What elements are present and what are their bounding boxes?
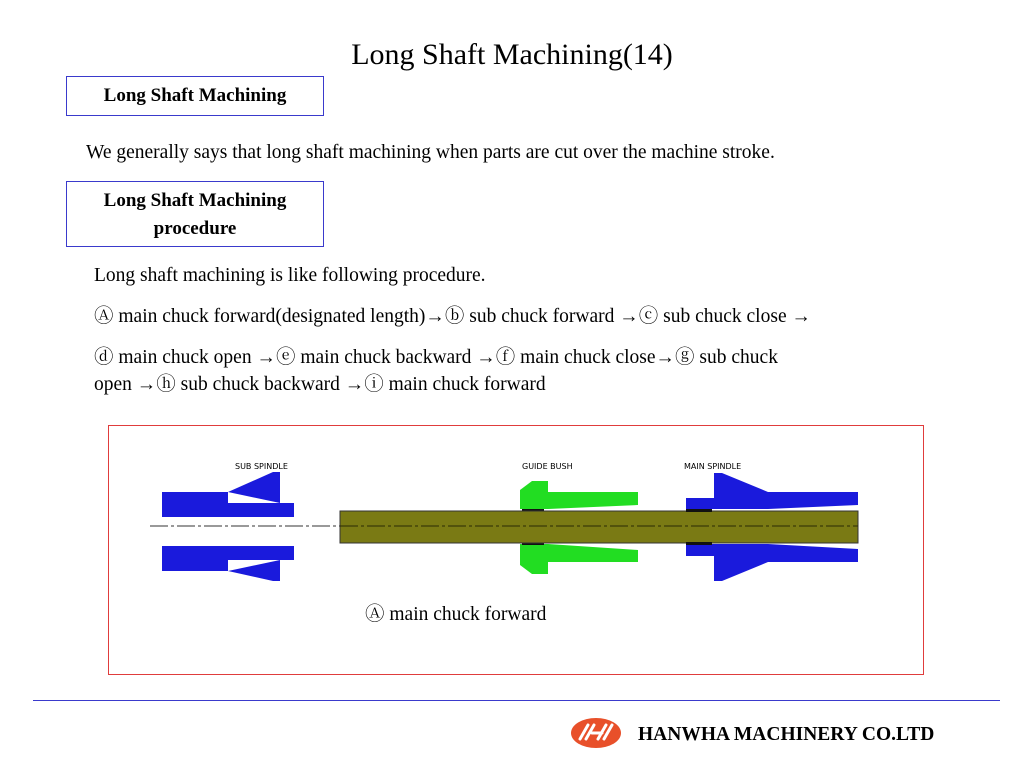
section-title-line2: procedure: [153, 218, 237, 239]
machining-diagram: [108, 425, 924, 675]
procedure-step-line1: Ⓐ main chuck forward(designated length)→ⓑ sub chuck forward →ⓒ sub chuck close →: [94, 306, 811, 327]
main-chuck-jaw-bottom: [686, 542, 712, 545]
section-title-procedure: [66, 181, 324, 247]
company-name: HANWHA MACHINERY CO.LTD: [638, 724, 935, 745]
guide-bush-label: GUIDE BUSH: [522, 462, 573, 471]
section-title-line1: Long Shaft Machining: [103, 190, 287, 211]
main-chuck-jaw-top: [686, 509, 712, 512]
sub-spindle-label: SUB SPINDLE: [235, 462, 288, 471]
slide-title: Long Shaft Machining(14): [351, 38, 673, 71]
section-title-long-shaft-machining: [66, 76, 324, 116]
hanwha-logo-icon: [570, 716, 622, 750]
procedure-step-line2: ⓓ main chuck open →ⓔ main chuck backward →ⓕ main chuck close→ⓖ sub chuck: [94, 347, 778, 368]
procedure-intro: Long shaft machining is like following procedure.: [94, 265, 486, 286]
figure-caption: Ⓐ main chuck forward: [365, 604, 547, 625]
bar-stock: [340, 511, 858, 543]
description-text: We generally says that long shaft machining when parts are cut over the machine stroke.: [86, 142, 775, 163]
section-title-text: Long Shaft Machining: [103, 85, 287, 106]
procedure-step-line3: open →ⓗ sub chuck backward →ⓘ main chuck forward: [94, 374, 546, 395]
main-spindle-label: MAIN SPINDLE: [684, 462, 742, 471]
footer-divider: [33, 700, 1000, 701]
